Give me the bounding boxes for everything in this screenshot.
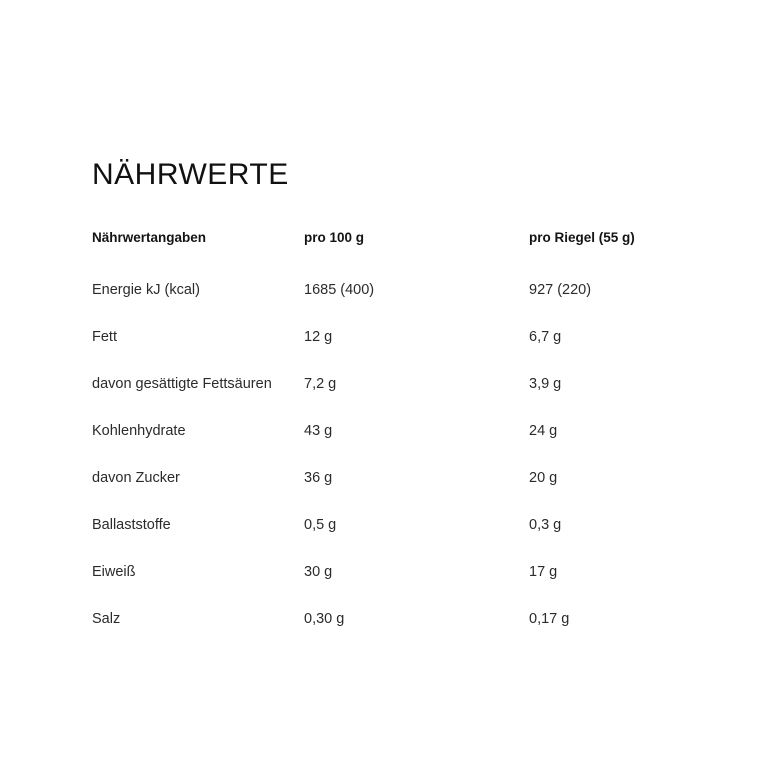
row-label: Eiweiß <box>92 564 136 581</box>
row-value-per-100g: 43 g <box>304 423 333 440</box>
row-value-per-bar: 0,17 g <box>529 611 570 628</box>
table-row <box>92 502 682 549</box>
row-label: davon Zucker <box>92 470 180 487</box>
row-label: Salz <box>92 611 121 628</box>
row-label: Ballaststoffe <box>92 517 171 534</box>
nutrition-table <box>92 229 682 643</box>
row-value-per-100g: 1685 (400) <box>304 282 375 299</box>
table-row <box>92 455 682 502</box>
table-row <box>92 314 682 361</box>
table-body <box>92 267 682 643</box>
row-value-per-bar: 6,7 g <box>529 329 562 346</box>
table-row <box>92 267 682 314</box>
table-row <box>92 596 682 643</box>
table-row <box>92 549 682 596</box>
row-label: davon gesättigte Fettsäuren <box>92 376 272 393</box>
row-value-per-bar: 0,3 g <box>529 517 562 534</box>
row-value-per-100g: 12 g <box>304 329 333 346</box>
row-value-per-100g: 36 g <box>304 470 333 487</box>
row-value-per-100g: 0,30 g <box>304 611 345 628</box>
table-header <box>92 229 682 267</box>
row-value-per-bar: 17 g <box>529 564 558 581</box>
row-value-per-100g: 30 g <box>304 564 333 581</box>
row-value-per-100g: 0,5 g <box>304 517 337 534</box>
column-header-per-100g: pro 100 g <box>304 230 365 245</box>
row-value-per-bar: 20 g <box>529 470 558 487</box>
row-value-per-bar: 3,9 g <box>529 376 562 393</box>
row-label: Energie kJ (kcal) <box>92 282 200 299</box>
nutrition-content <box>92 158 692 643</box>
row-label: Fett <box>92 329 117 346</box>
table-row <box>92 408 682 455</box>
column-header-nutrient: Nährwertangaben <box>92 230 207 245</box>
page-title: NÄHRWERTE <box>92 158 289 191</box>
row-value-per-100g: 7,2 g <box>304 376 337 393</box>
column-header-per-bar: pro Riegel (55 g) <box>529 230 635 245</box>
table-header-row <box>92 229 682 267</box>
row-value-per-bar: 24 g <box>529 423 558 440</box>
table-row <box>92 361 682 408</box>
row-value-per-bar: 927 (220) <box>529 282 592 299</box>
row-label: Kohlenhydrate <box>92 423 186 440</box>
